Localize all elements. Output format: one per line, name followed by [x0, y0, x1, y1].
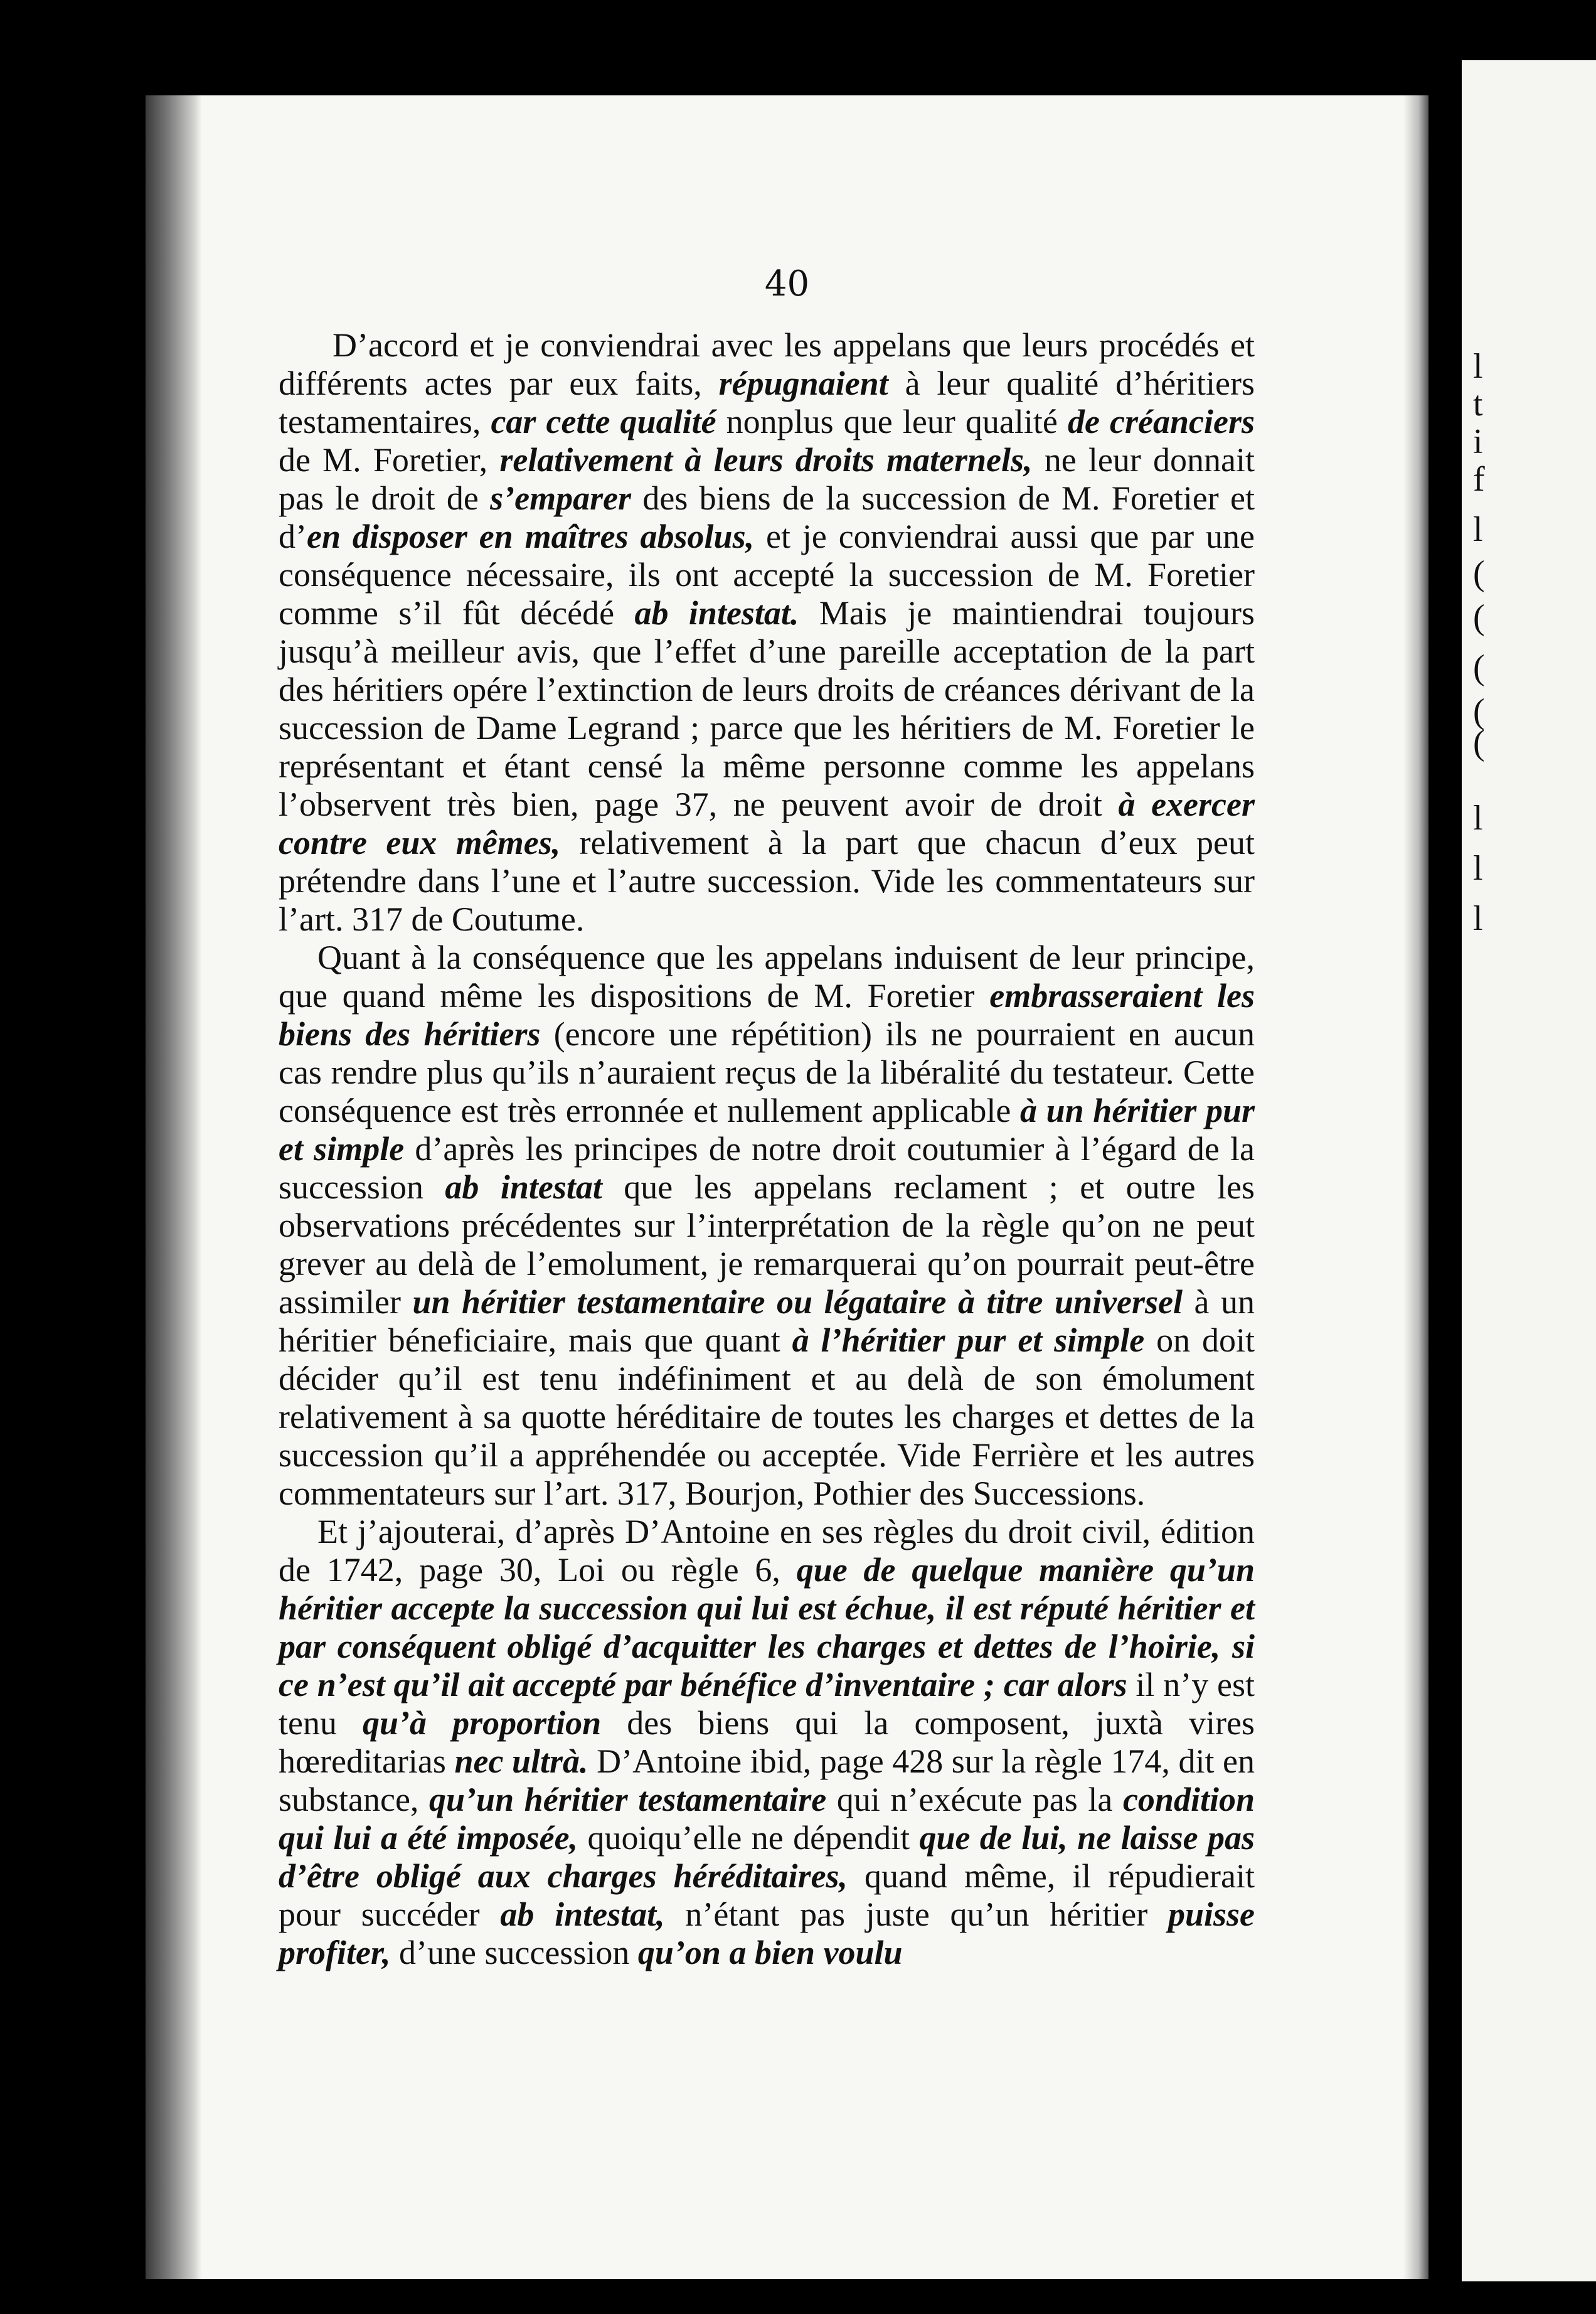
text-segment: que les appelans reclament ; et outre les observations précédentes sur l’interprétation de la règle qu’on ne peut grever au delà de l’emolument, je remarquerai qu’on pourrait peut-être assimiler — [279, 1168, 1255, 1321]
facing-page-fragment: ( — [1473, 723, 1485, 762]
italic-text-segment: en disposer en maîtres absolus, — [306, 518, 755, 555]
text-segment: qui n’exécute pas la — [826, 1781, 1123, 1818]
facing-page-fragment: l — [1473, 347, 1483, 386]
italic-text-segment: à un héritier pur et simple — [279, 1092, 1255, 1168]
italic-text-segment: relativement à leurs droits maternels, — [499, 441, 1033, 479]
italic-text-segment: un héritier testamentaire ou légataire à titre universel — [412, 1283, 1183, 1321]
italic-text-segment: nec ultrà. — [454, 1742, 588, 1780]
text-segment: Mais je maintiendrai toujours jusqu’à meilleur avis, que l’effet d’une pareille acceptation de la part des héritiers opére l’extinction de leurs droits de créances dérivant de la succession de Dame Legrand ; parce que les héritiers de M. Foretier le représentant et étant censé la même personne comme les appelans l’observent très bien, page 37, ne peuvent avoir de droit — [279, 594, 1255, 823]
facing-page-fragment: ( — [1473, 554, 1485, 593]
facing-page-fragment: ( — [1473, 692, 1485, 731]
italic-text-segment: répugnaient — [718, 365, 888, 402]
italic-text-segment: qu’on a bien voulu — [637, 1934, 903, 1971]
text-segment: quoiqu’elle ne dépendit — [578, 1819, 920, 1857]
text-segment: et je conviendrai aussi que par une conséquence nécessaire, ils ont accepté la succession de M. Foretier comme s’il fût décédé — [279, 518, 1255, 632]
text-segment: nonplus que leur qualité — [716, 403, 1068, 440]
italic-text-segment: embrasseraient les biens des héritiers — [279, 977, 1255, 1053]
italic-text-segment: ab intestat. — [634, 594, 799, 632]
text-segment: n’étant pas juste qu’un héritier — [664, 1895, 1168, 1933]
text-segment: des biens de la succession de M. Foretier et d’ — [279, 479, 1255, 555]
paragraph — [279, 1513, 1255, 1972]
facing-page-fragment: ( — [1473, 648, 1485, 687]
text-segment: d’une succession — [390, 1934, 638, 1971]
text-segment: (encore une répétition) ils ne pourraient en aucun cas rendre plus qu’ils n’auraient reçus de la libéralité du testateur. Cette conséquence est très erronnée et nullement applicable — [279, 1015, 1255, 1129]
paragraph — [279, 326, 1255, 939]
facing-page-fragment: t — [1473, 385, 1483, 424]
text-segment: D’Antoine ibid, page 428 sur la règle 174, dit en substance, — [279, 1742, 1255, 1818]
book-page — [146, 95, 1428, 2279]
italic-text-segment: qu’un héritier testamentaire — [429, 1781, 827, 1818]
italic-text-segment: à l’héritier pur et simple — [792, 1321, 1145, 1359]
paragraph — [279, 939, 1255, 1513]
italic-text-segment: puisse profiter, — [279, 1895, 1255, 1971]
text-segment: d’après les principes de notre droit coutumier à l’égard de la succession — [279, 1130, 1255, 1206]
italic-text-segment: s’emparer — [490, 479, 632, 517]
facing-page-fragment: l — [1473, 899, 1483, 938]
italic-text-segment: qu’à proportion — [363, 1704, 602, 1742]
text-segment: ne leur donnait pas le droit de — [279, 441, 1255, 517]
text-segment: Et j’ajouterai, d’après D’Antoine en ses règles du droit civil, édition de 1742, page 30, Loi ou règle 6, — [279, 1513, 1255, 1589]
italic-text-segment: condition qui lui a été imposée, — [279, 1781, 1255, 1857]
body-text — [279, 326, 1255, 1972]
page-gutter-shadow — [146, 95, 202, 2279]
text-segment: quand même, il répudierait pour succéder — [279, 1857, 1255, 1933]
text-segment: de M. Foretier, — [279, 441, 500, 479]
text-segment: Quant à la conséquence que les appelans induisent de leur principe, que quand même les dispositions de M. Foretier — [279, 939, 1255, 1015]
page-edge-shadow — [1403, 95, 1428, 2279]
facing-page-fragment: l — [1473, 799, 1483, 838]
text-segment: D’accord et je conviendrai avec les appelans que leurs procédés et différents actes par eux faits, — [279, 326, 1255, 402]
italic-text-segment: que de quelque manière qu’un héritier accepte la succession qui lui est échue, il est réputé héritier et par conséquent obligé d’acquitter les charges et dettes de l’hoirie, si ce n’est qu’il ait accepté par bénéfice d’inventaire ; car alors — [279, 1551, 1255, 1704]
text-segment: des biens qui la composent, juxtà vires hœreditarias — [279, 1704, 1255, 1780]
italic-text-segment: à exercer contre eux mêmes, — [279, 786, 1255, 861]
facing-page-fragment: i — [1473, 422, 1483, 461]
italic-text-segment: que de lui, ne laisse pas d’être obligé aux charges héréditaires, — [279, 1819, 1255, 1895]
text-segment: il n’y est tenu — [279, 1666, 1255, 1742]
facing-page-edge — [1462, 60, 1596, 2281]
facing-page-fragment: f — [1473, 460, 1485, 499]
page-number: 40 — [764, 264, 810, 304]
italic-text-segment: car cette qualité — [491, 403, 716, 440]
facing-page-fragment: l — [1473, 510, 1483, 549]
italic-text-segment: ab intestat — [445, 1168, 602, 1206]
text-segment: on doit décider qu’il est tenu indéfiniment et au delà de son émolument relativement à sa quotte héréditaire de toutes les charges et dettes de la succession qu’il a appréhendée ou acceptée. Vide Ferrière et les autres commentateurs sur l’art. 317, Bourjon, Pothier des Successions. — [279, 1321, 1255, 1512]
text-segment: relativement à la part que chacun d’eux peut prétendre dans l’une et l’autre succession. Vide les commentateurs sur l’art. 317 de Coutume. — [279, 824, 1255, 938]
text-segment: à un héritier béneficiaire, mais que quant — [279, 1283, 1255, 1359]
facing-page-fragment: l — [1473, 849, 1483, 888]
text-segment: à leur qualité d’héritiers testamentaires, — [279, 365, 1255, 440]
italic-text-segment: de créanciers — [1067, 403, 1255, 440]
facing-page-fragment: ( — [1473, 598, 1485, 637]
italic-text-segment: ab intestat, — [500, 1895, 665, 1933]
